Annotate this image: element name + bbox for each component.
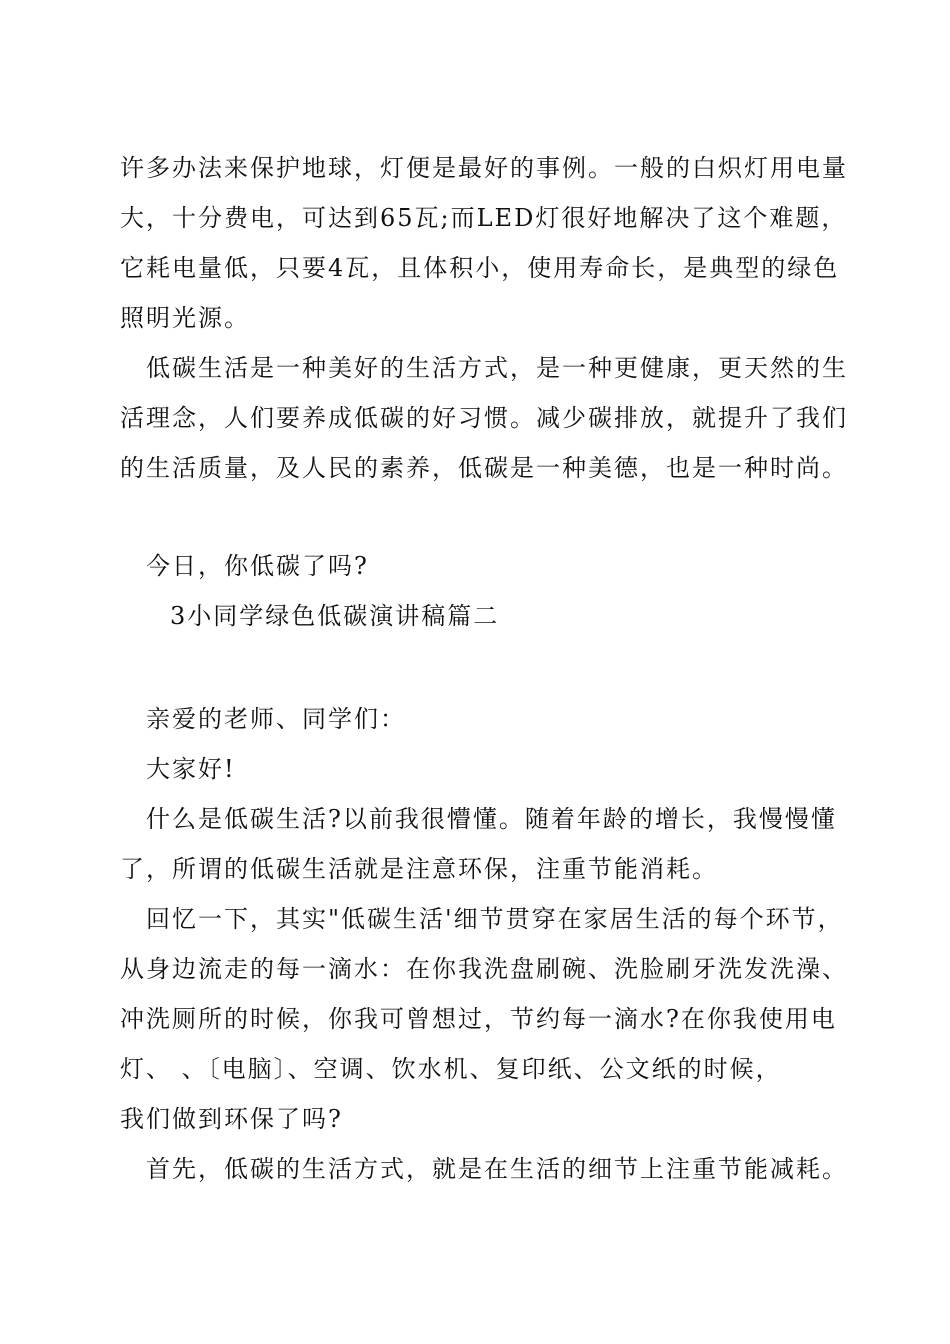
paragraph-line: 许多办法来保护地球，灯便是最好的事例。一般的白炽灯用电量	[120, 154, 848, 182]
paragraph-line: 从身边流走的每一滴水：在你我洗盘刷碗、洗脸刷牙洗发洗澡、	[120, 955, 848, 983]
paragraph-line: 灯、 、〔电脑〕、空调、饮水机、复印纸、公文纸的时候，	[120, 1055, 782, 1083]
paragraph-line: 冲洗厕所的时候，你我可曾想过，节约每一滴水?在你我使用电	[120, 1005, 837, 1033]
section-heading: 3小同学绿色低碳演讲稿篇二	[170, 602, 500, 630]
paragraph-line: 活理念，人们要养成低碳的好习惯。减少碳排放，就提升了我们	[120, 404, 848, 432]
greeting-line: 亲爱的老师、同学们：	[146, 705, 406, 733]
greeting-line: 大家好!	[146, 755, 236, 783]
paragraph-line: 低碳生活是一种美好的生活方式，是一种更健康，更天然的生	[146, 354, 848, 382]
paragraph-line: 了，所谓的低碳生活就是注意环保，注重节能消耗。	[120, 855, 718, 883]
paragraph-line: 的生活质量，及人民的素养，低碳是一种美德，也是一种时尚。	[120, 454, 848, 482]
paragraph-line: 首先，低碳的生活方式，就是在生活的细节上注重节能减耗。	[146, 1155, 848, 1183]
paragraph-line: 我们做到环保了吗?	[120, 1105, 343, 1133]
paragraph-line: 回忆一下，其实"低碳生活'细节贯穿在家居生活的每个环节，	[146, 905, 844, 933]
paragraph-line: 照明光源。	[120, 304, 250, 332]
paragraph-line: 大，十分费电，可达到65瓦;而LED灯很好地解决了这个难题，	[120, 204, 848, 232]
paragraph-line: 今日，你低碳了吗?	[146, 552, 369, 580]
paragraph-line: 什么是低碳生活?以前我很懵懂。随着年龄的增长，我慢慢懂	[146, 805, 837, 833]
paragraph-line: 它耗电量低，只要4瓦，且体积小，使用寿命长，是典型的绿色	[120, 254, 840, 282]
